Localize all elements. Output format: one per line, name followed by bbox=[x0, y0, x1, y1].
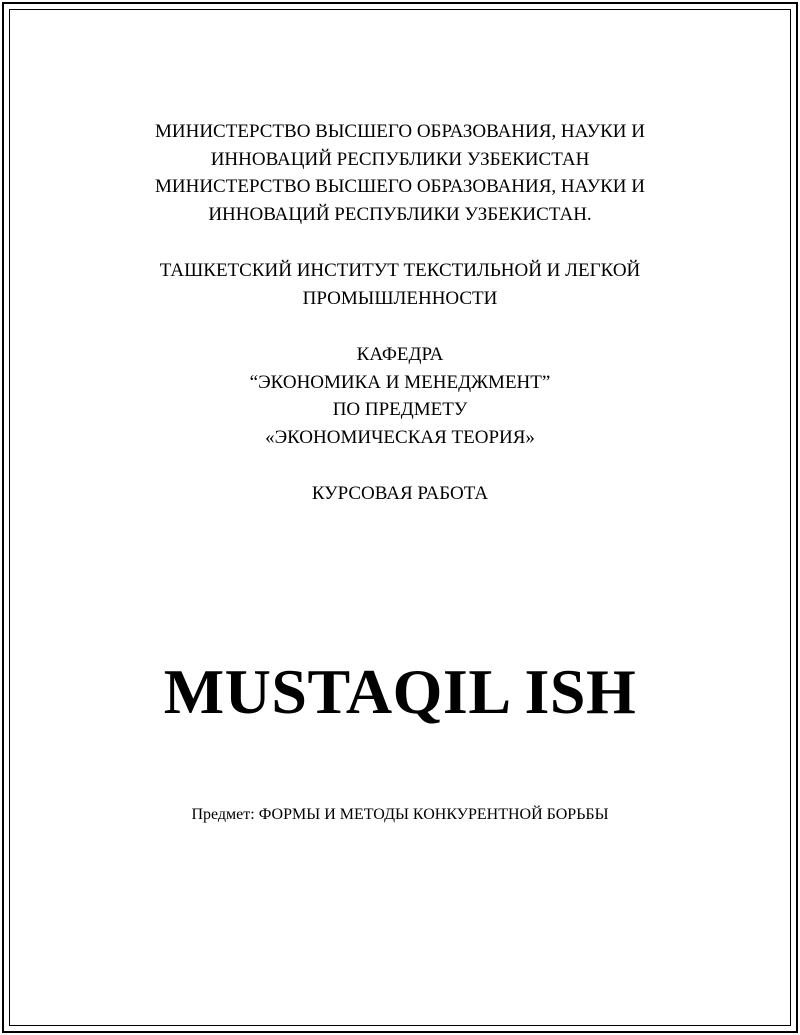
ministry-line: МИНИСТЕРСТВО ВЫСШЕГО ОБРАЗОВАНИЯ, НАУКИ И bbox=[155, 176, 645, 197]
ministry-header bbox=[0, 118, 800, 228]
department-name: “ЭКОНОМИКА И МЕНЕДЖМЕНТ” bbox=[249, 371, 551, 393]
ministry-line: ИННОВАЦИЙ РЕСПУБЛИКИ УЗБЕКИСТАН bbox=[210, 148, 590, 170]
subject-label: ПО ПРЕДМЕТУ bbox=[332, 399, 468, 420]
institute-line: ТАШКЕТСКИЙ ИНСТИТУТ ТЕКСТИЛЬНОЙ И ЛЕГКОЙ bbox=[159, 260, 641, 281]
work-type bbox=[0, 480, 800, 508]
institute-name bbox=[0, 257, 800, 312]
course-name: «ЭКОНОМИЧЕСКАЯ ТЕОРИЯ» bbox=[265, 426, 535, 448]
department-label: КАФЕДРА bbox=[356, 344, 444, 365]
page-title: MUSTAQIL ISH bbox=[163, 656, 637, 727]
institute-line: ПРОМЫШЛЕННОСТИ bbox=[302, 287, 498, 309]
ministry-line: ИННОВАЦИЙ РЕСПУБЛИКИ УЗБЕКИСТАН. bbox=[208, 203, 592, 225]
department-block bbox=[0, 341, 800, 451]
work-type-label: КУРСОВАЯ РАБОТА bbox=[311, 483, 489, 504]
ministry-line: МИНИСТЕРСТВО ВЫСШЕГО ОБРАЗОВАНИЯ, НАУКИ И bbox=[155, 121, 645, 142]
subject-line: Предмет: ФОРМЫ И МЕТОДЫ КОНКУРЕНТНОЙ БОРЬБЫ bbox=[191, 806, 609, 823]
